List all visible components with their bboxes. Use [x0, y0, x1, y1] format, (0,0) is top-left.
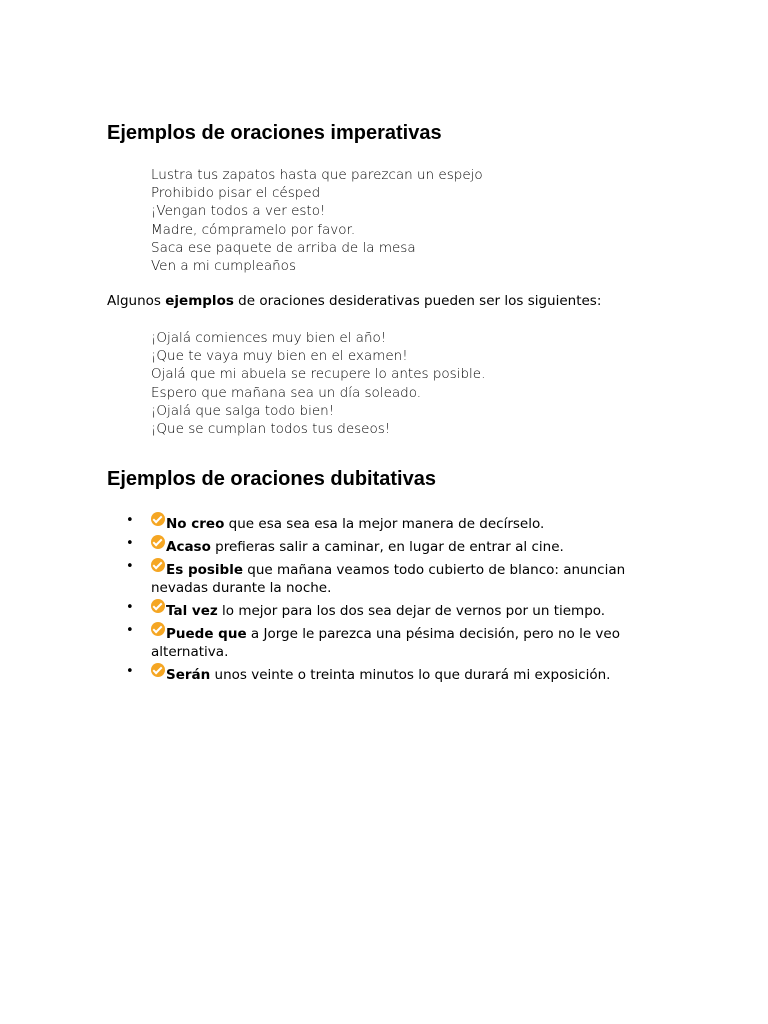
item-text: ¡Que te vaya muy bien en el examen!: [151, 348, 408, 365]
check-circle-icon: [151, 512, 165, 526]
intro-bold: ejemplos: [165, 293, 234, 309]
check-circle-icon: [151, 622, 165, 636]
check-circle-icon: [151, 558, 165, 572]
bullet-icon: •: [126, 623, 134, 638]
item-text: que mañana veamos todo cubierto de blanco: anuncian nevadas durante la noche.: [151, 562, 626, 596]
item-text: Saca ese paquete de arriba de la mesa: [151, 239, 416, 256]
item-text: prefieras salir a caminar, en lugar de entrar al cine.: [210, 539, 564, 555]
item-text: ¡Vengan todos a ver esto!: [151, 203, 326, 220]
item-text: ¡Ojalá que salga todo bien!: [151, 402, 335, 419]
item-bold: Acaso: [166, 539, 211, 555]
bullet-icon: •: [126, 559, 134, 574]
bullet-item: [0, 558, 768, 597]
item-bold: Tal vez: [166, 603, 218, 619]
item-text: ¡Ojalá comiences muy bien el año!: [151, 330, 387, 346]
dubitativas-list: [0, 512, 768, 686]
intro-before: Algunos: [107, 293, 166, 309]
item-text: lo mejor para los dos sea dejar de vernos por un tiempo.: [217, 603, 606, 619]
heading-imperativas: Ejemplos de oraciones imperativas: [107, 122, 442, 144]
item-text: que esa sea esa la mejor manera de decírselo.: [224, 516, 545, 532]
bullet-item: [0, 512, 768, 533]
item-text: Prohibido pisar el césped: [151, 185, 321, 202]
item-bold: Puede que: [166, 626, 247, 642]
item-text: Espero que mañana sea un día soleado.: [151, 384, 422, 401]
item-text: Madre, cómpramelo por favor.: [151, 221, 356, 238]
bullet-item: [0, 599, 768, 620]
bullet-item: [0, 622, 768, 661]
bullet-item: [0, 535, 768, 556]
item-text: Ojalá que mi abuela se recupere lo antes posible.: [151, 366, 486, 383]
item-text: ¡Que se cumplan todos tus deseos!: [151, 420, 391, 437]
bullet-icon: •: [126, 600, 134, 615]
item-bold: No creo: [166, 516, 225, 532]
check-circle-icon: [151, 599, 165, 613]
item-text: unos veinte o treinta minutos lo que durará mi exposición.: [210, 667, 611, 683]
item-text: Ven a mi cumpleaños: [151, 257, 296, 274]
intro-paragraph: [107, 292, 601, 310]
heading-dubitativas: Ejemplos de oraciones dubitativas: [107, 468, 436, 490]
item-bold: Es posible: [166, 562, 244, 578]
item-bold: Serán: [166, 667, 211, 683]
check-circle-icon: [151, 663, 165, 677]
bullet-icon: •: [126, 536, 134, 551]
intro-after: de oraciones desiderativas pueden ser los siguientes:: [233, 293, 602, 309]
bullet-icon: •: [126, 664, 134, 679]
item-text: a Jorge le parezca una pésima decisión, pero no le veo alternativa.: [151, 626, 620, 660]
item-text: Lustra tus zapatos hasta que parezcan un espejo: [151, 167, 483, 183]
check-circle-icon: [151, 535, 165, 549]
bullet-item: [0, 663, 768, 684]
bullet-icon: •: [126, 513, 134, 528]
